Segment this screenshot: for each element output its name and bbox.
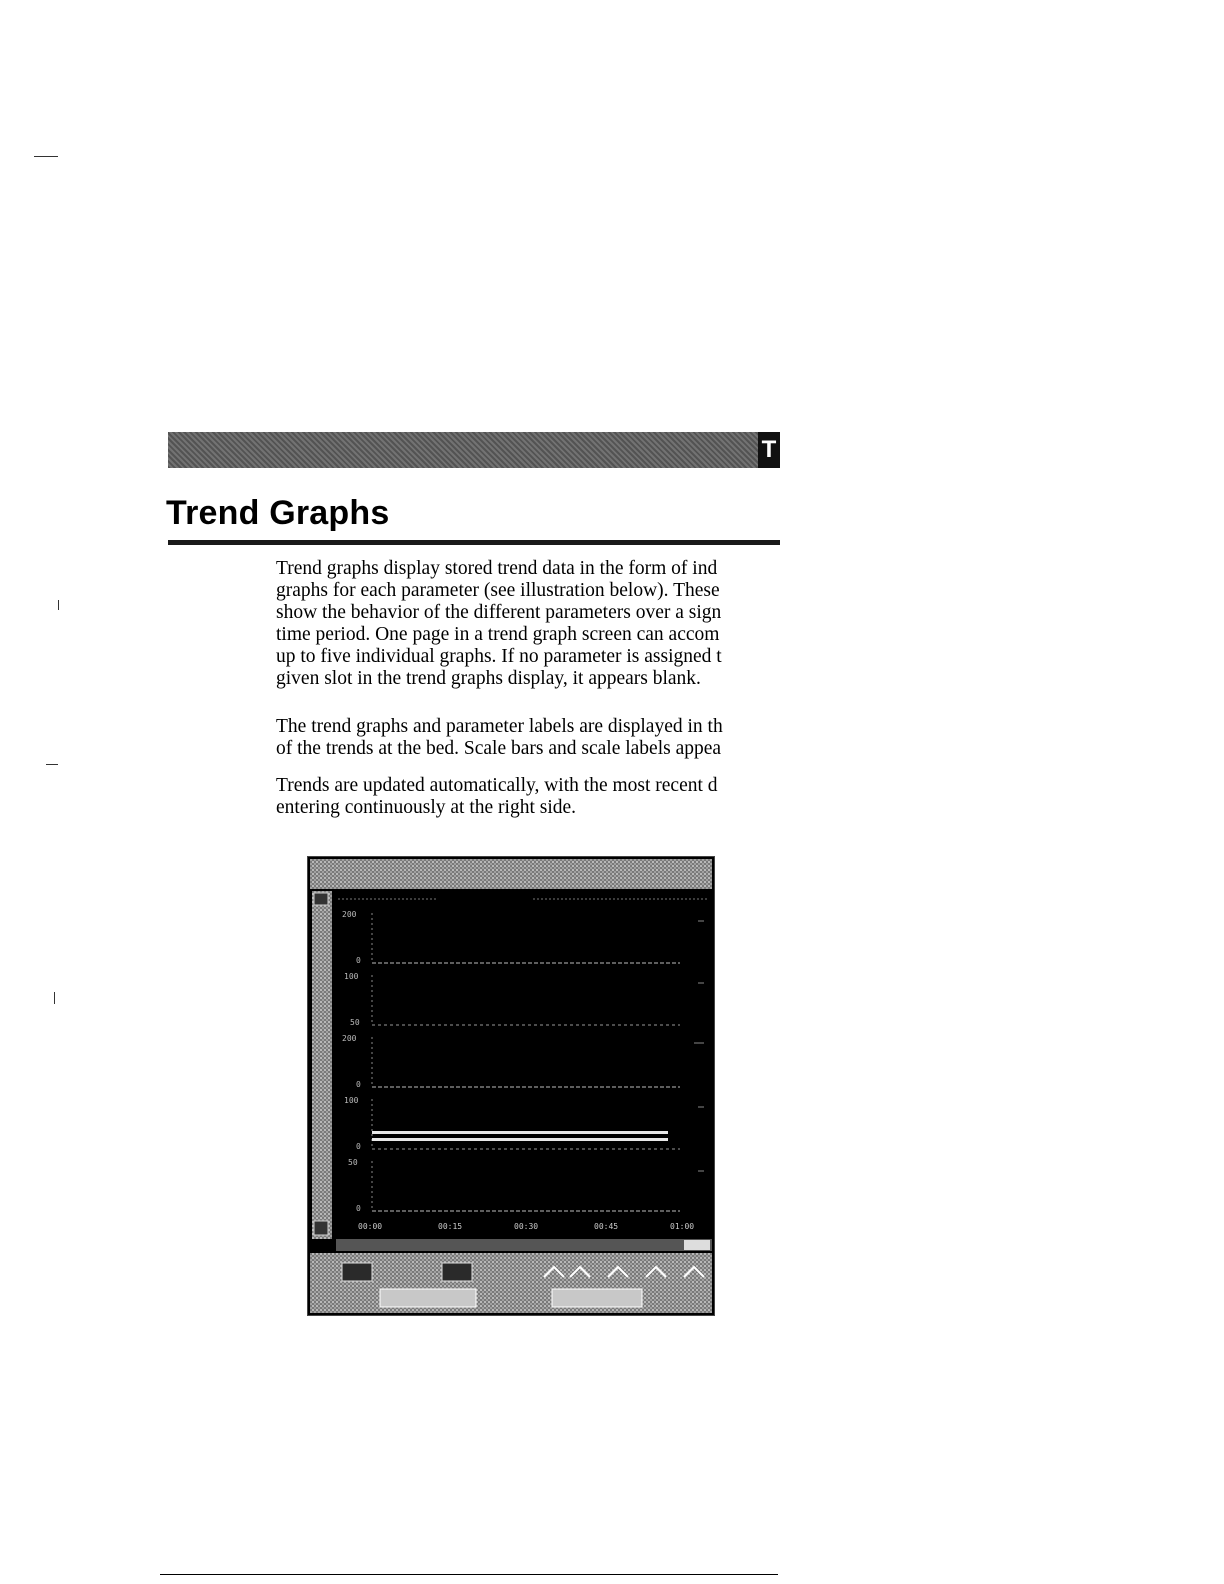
text-line: entering continuously at the right side. (276, 797, 577, 818)
horizontal-scrollbar (336, 1239, 712, 1251)
scroll-right-icon (684, 1240, 710, 1250)
text-line: The trend graphs and parameter labels are displayed in th (276, 716, 723, 737)
chapter-header-bar (168, 432, 780, 468)
paragraph-3 (276, 775, 778, 819)
text-line: given slot in the trend graphs display, it appears blank. (276, 668, 701, 689)
scroll-up-icon (314, 893, 328, 905)
scale-label: 100 (344, 1096, 359, 1105)
scale-label: 0 (356, 1080, 361, 1089)
left-scroll-strip (312, 891, 332, 1239)
paragraph-2 (276, 716, 778, 760)
paragraph-1 (276, 558, 778, 690)
time-tick-label: 00:45 (594, 1222, 619, 1231)
window-title-bar (310, 859, 712, 889)
margin-mark (58, 600, 59, 610)
title-rule (168, 540, 780, 545)
trend-trace-2 (372, 1138, 668, 1141)
trend-graph-svg (308, 857, 714, 1315)
scale-label: 200 (342, 1034, 357, 1043)
text-line: graphs for each parameter (see illustration below). These (276, 580, 720, 601)
text-line: show the behavior of the different parameters over a sign (276, 602, 722, 623)
scale-label: 200 (342, 910, 357, 919)
text-line: of the trends at the bed. Scale bars and scale labels appea (276, 738, 722, 759)
rewind-button (342, 1263, 372, 1281)
time-tick-label: 01:00 (670, 1222, 695, 1231)
scale-label: 50 (348, 1158, 358, 1167)
scale-label: 100 (344, 972, 359, 981)
time-tick-label: 00:15 (438, 1222, 463, 1231)
text-line: up to five individual graphs. If no parameter is assigned t (276, 646, 722, 667)
margin-mark (46, 764, 58, 765)
trend-trace-1 (372, 1131, 668, 1134)
text-line: time period. One page in a trend graph screen can accom (276, 624, 720, 645)
forward-button (442, 1263, 472, 1281)
trend-graph-illustration (307, 856, 715, 1316)
bottom-control-panel (310, 1253, 712, 1313)
scale-label: 50 (350, 1018, 360, 1027)
text-line: Trend graphs display stored trend data in the form of ind (276, 558, 718, 579)
margin-mark (54, 992, 55, 1004)
section-title: Trend Graphs (166, 494, 390, 532)
text-line: Trends are updated automatically, with the most recent d (276, 775, 718, 796)
time-tick-label: 00:00 (358, 1222, 383, 1231)
panel-tab-1 (380, 1289, 476, 1307)
scale-label: 0 (356, 956, 361, 965)
scale-label: 0 (356, 1204, 361, 1213)
footer-rule (160, 1574, 778, 1575)
scale-label: 0 (356, 1142, 361, 1151)
time-tick-label: 00:30 (514, 1222, 539, 1231)
margin-mark (34, 156, 58, 157)
chapter-tab-letter: T (758, 432, 780, 468)
panel-tab-2 (552, 1289, 642, 1307)
scroll-down-icon (314, 1221, 328, 1235)
